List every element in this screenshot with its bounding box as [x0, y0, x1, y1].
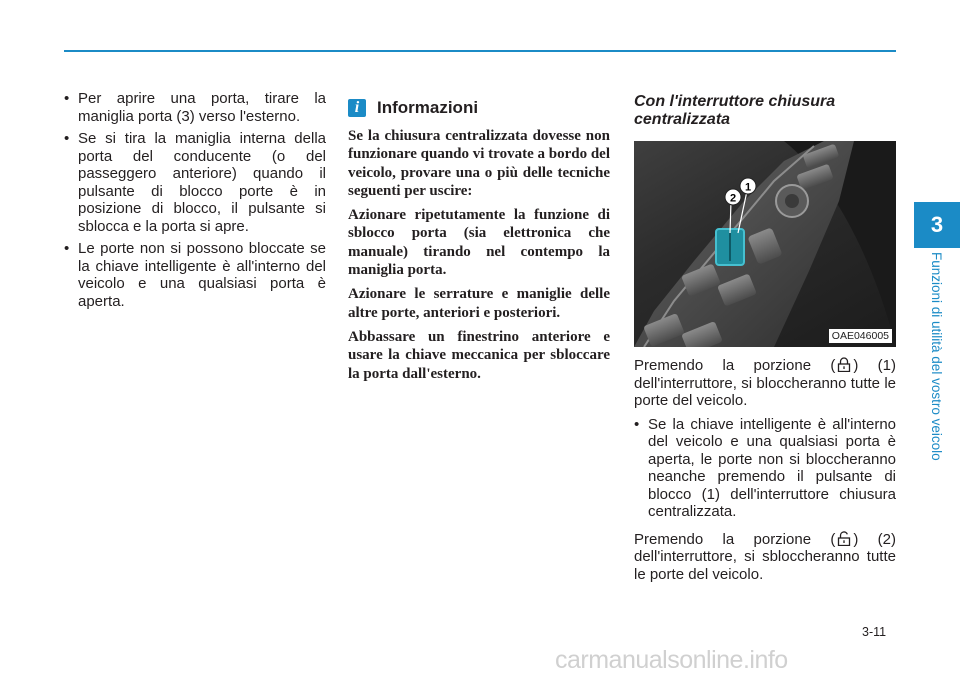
figure-code: OAE046005 [829, 329, 892, 343]
lock-open-icon [837, 531, 851, 546]
lock-text-after: ) (1) dell'interruttore, si bloccheranno tutte le porte del veicolo. [634, 357, 896, 409]
info-paragraph: Abbassare un finestrino anteriore e usare la chiave meccanica per sbloccare la porta dall'esterno. [348, 328, 610, 382]
left-column [64, 90, 326, 315]
info-paragraph: Se la chiusura centralizzata dovesse non funzionare quando vi trovate a bordo del veicolo, provare una o più delle tecniche seguenti per uscire: [348, 128, 610, 199]
door-switch-figure [634, 141, 896, 347]
info-paragraph: Azionare le serrature e maniglie delle altre porte, anteriori e posteriori. [348, 286, 610, 321]
lock-closed-icon [837, 357, 851, 372]
bullet-item: • Se la chiave intelligente è all'interno del veicolo e una qualsiasi porta è aperta, le porte non si bloccheranno neanche premendo il pulsante di blocco (1) dell'interruttore chiusura centralizzata. [634, 416, 896, 521]
info-title: Informazioni [377, 98, 479, 117]
chapter-title: Funzioni di utilità del vostro veicolo [929, 252, 944, 461]
unlock-paragraph [634, 531, 896, 584]
info-box [348, 90, 610, 389]
info-paragraph: Azionare ripetutamente la funzione di sblocco porta (sia elettronica che manuale) tirando nel contempo la maniglia porta. [348, 207, 610, 279]
info-header [348, 96, 610, 120]
watermark: carmanualsonline.info [555, 646, 788, 674]
section-title: Con l'interruttore chiusura centralizzata [634, 93, 836, 128]
bullet-item: • Le porte non si possono bloccate se la chiave intelligente è all'interno del veicolo e una qualsiasi porta è aperta. [64, 240, 326, 310]
unlock-text-after: ) (2) dell'interruttore, si sbloccheranno tutte le porte del veicolo. [634, 530, 896, 583]
bullet-item: • Se si tira la maniglia interna della porta del conducente (o del passeggero anteriore) quando il pulsante di blocco porte è in posizione di blocco, il pulsante si sblocca e la porta si apre. [64, 130, 326, 235]
header-rule [64, 50, 896, 52]
right-column [634, 93, 896, 589]
door-panel-illustration [634, 141, 896, 347]
lock-text-before: Premendo la porzione ( [634, 357, 836, 374]
unlock-text-before: Premendo la porzione ( [634, 530, 836, 548]
bullet-item: • Per aprire una porta, tirare la maniglia porta (3) verso l'esterno. [64, 90, 326, 125]
chapter-tab[interactable]: 3 [914, 202, 960, 248]
callout-2: 2 [729, 192, 737, 205]
page-number: 3-11 [862, 625, 887, 639]
lock-paragraph [634, 357, 896, 410]
info-icon: i [348, 99, 366, 117]
callout-1: 1 [744, 181, 752, 194]
